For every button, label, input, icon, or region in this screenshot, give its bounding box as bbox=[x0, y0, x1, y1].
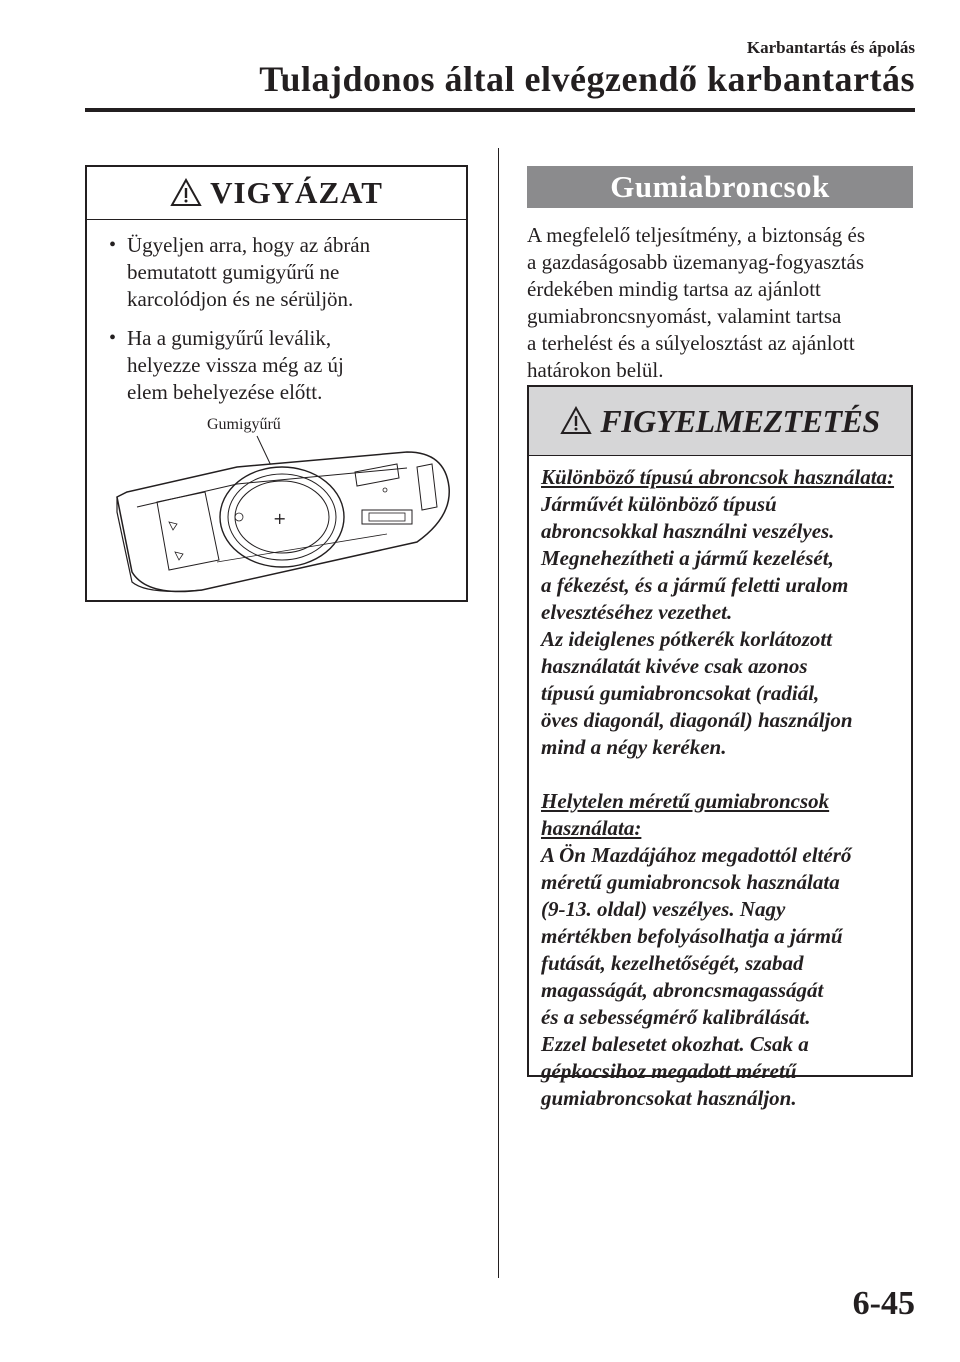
svg-text:+: + bbox=[273, 509, 287, 528]
warning-subheading: Különböző típusú abroncsok használata: bbox=[541, 465, 895, 489]
figure-label: Gumigyűrű bbox=[207, 416, 281, 433]
key-fob-drawing bbox=[107, 412, 452, 597]
key-battery-illustration bbox=[107, 412, 452, 597]
tires-intro-paragraph: A megfelelő teljesítmény, a biztonság és a gazdaságosabb üzemanyag-fogyasztás érdekében mindig tartsa az ajánlott gumiabroncsnyomást, valamint tartsa a terhelést és a súlyelosztást az ajánlott határokon belül. bbox=[527, 223, 866, 382]
caution-item: • Ha a gumigyűrű leválik, helyezze vissza még az új elem behelyezése előtt. bbox=[109, 326, 344, 404]
warning-subheading: használata: bbox=[541, 816, 642, 840]
spacer bbox=[541, 761, 899, 788]
warning-title: FIGYELMEZTETÉS bbox=[600, 402, 880, 439]
bullet-icon: • bbox=[109, 234, 117, 256]
caution-item: • Ügyeljen arra, hogy az ábrán bemutatott gumigyűrű ne karcolódjon és ne sérüljön. bbox=[109, 233, 371, 311]
section-label: Karbantartás és ápolás bbox=[746, 38, 915, 57]
caution-title: VIGYÁZAT bbox=[210, 175, 383, 210]
section-banner-tires: Gumiabroncsok bbox=[527, 166, 913, 208]
caution-list bbox=[87, 220, 466, 406]
page-title: Tulajdonos által elvégzendő karbantartás bbox=[259, 59, 915, 99]
warning-box bbox=[527, 385, 913, 1110]
caution-box bbox=[85, 165, 468, 602]
caution-header bbox=[87, 167, 466, 220]
header-rule bbox=[85, 108, 915, 112]
warning-triangle-icon bbox=[170, 178, 202, 208]
warning-triangle-icon bbox=[560, 406, 592, 436]
warning-text: Különböző típusú abroncsok használata: Járművét különböző típusú abroncsokkal használni veszélyes. Megnehezítheti a jármű kezelését, a fékezést, és a jármű feletti uralom elvesztéséhez vezethet. Az ideiglenes pótkerék korlátozott használatát kivéve csak azonos típusú gumiabroncsokat (radiál, öves diagonál, diagonál) használjon mind a négy keréken. Helytelen méretű gumiabroncsok használata: A Ön Mazdájához megadottól eltérő méretű gumiabroncsok használata (9-13. oldal) veszélyes. Nagy mértékben befolyásolhatja a jármű futását, kezelhetőségét, szabad magasságát, abroncsmagasságát és a sebességmérő kalibrálását. Ezzel balesetet okozhat. Csak a gépkocsihoz megadott méretű gumiabroncsokat használjon. bbox=[529, 456, 911, 1112]
warning-header bbox=[529, 387, 911, 456]
page-number: 6-45 bbox=[852, 1285, 915, 1322]
bullet-icon: • bbox=[109, 327, 117, 349]
column-divider bbox=[498, 148, 499, 1278]
warning-subheading: Helytelen méretű gumiabroncsok bbox=[541, 789, 830, 813]
